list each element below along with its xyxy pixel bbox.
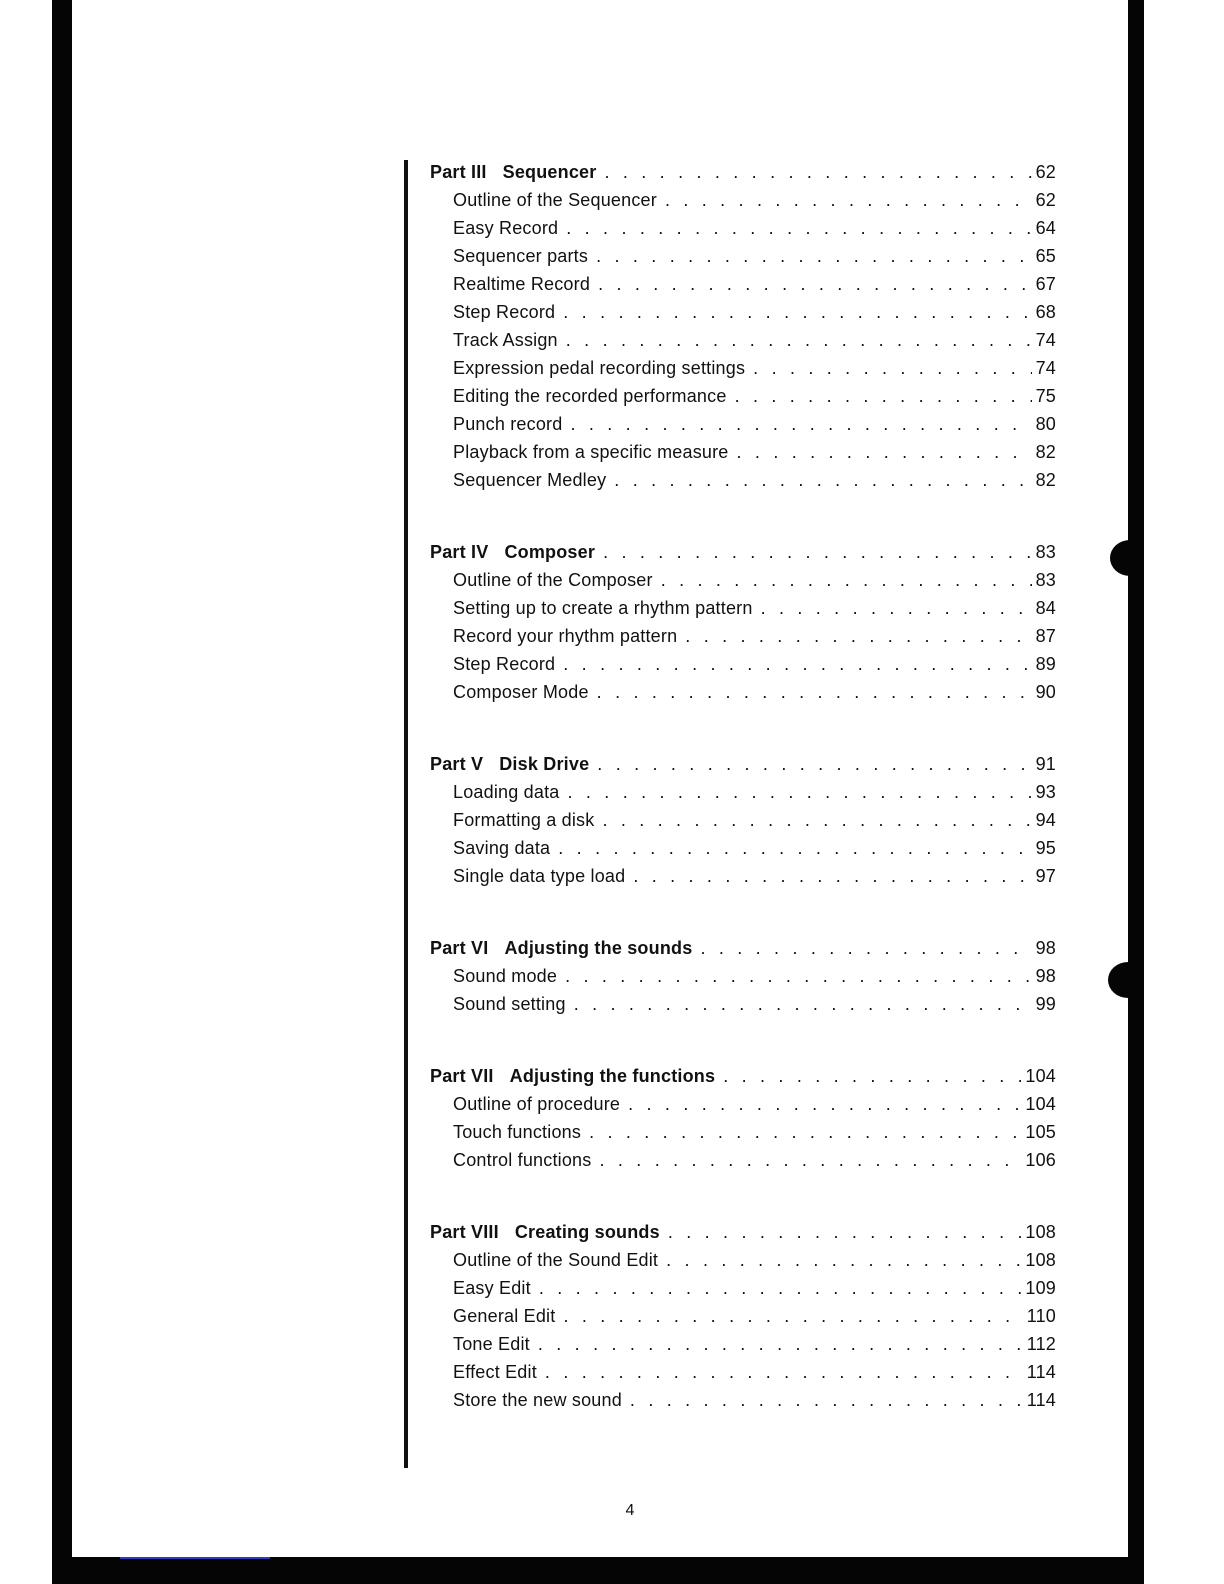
- toc-entry[interactable]: [430, 962, 1056, 990]
- toc-part-name: Creating sounds: [514, 1222, 660, 1242]
- dot-leader: [661, 566, 1032, 594]
- toc-entry[interactable]: [430, 778, 1056, 806]
- scan-artifact: [1134, 990, 1144, 1070]
- toc-entry[interactable]: [430, 678, 1056, 706]
- toc-entry-title: Sequencer parts: [453, 246, 589, 266]
- dot-leader: [565, 962, 1032, 990]
- scan-artifact: [1134, 380, 1144, 460]
- toc-entry-title: Outline of the Sound Edit: [453, 1250, 659, 1270]
- toc-part-heading[interactable]: [430, 538, 1056, 566]
- toc-entry-title: Control functions: [453, 1150, 592, 1170]
- toc-part-title: [430, 1218, 660, 1246]
- toc-entry[interactable]: [430, 834, 1056, 862]
- toc-part-title: [430, 538, 595, 566]
- toc-page-number: 84: [1035, 598, 1056, 618]
- toc-entry-title: Easy Record: [453, 218, 559, 238]
- toc-entry[interactable]: [430, 186, 1056, 214]
- dot-leader: [735, 382, 1032, 410]
- toc-page-number: 106: [1025, 1150, 1056, 1170]
- toc-page-number: 74: [1035, 358, 1056, 378]
- toc-items: [430, 1090, 1056, 1174]
- toc-page-number: 62: [1035, 190, 1056, 210]
- scan-margin-right: [1144, 0, 1224, 1584]
- toc-part-name: Adjusting the sounds: [504, 938, 693, 958]
- toc-entry[interactable]: [430, 242, 1056, 270]
- toc-entry[interactable]: [430, 1386, 1056, 1414]
- toc-page-number: 87: [1035, 626, 1056, 646]
- dot-leader: [602, 806, 1031, 834]
- toc-page-number: 89: [1035, 654, 1056, 674]
- toc-entry-title: Editing the recorded performance: [453, 386, 727, 406]
- toc-entry-title: Touch functions: [453, 1122, 582, 1142]
- toc-page-number: 75: [1035, 386, 1056, 406]
- dot-leader: [665, 186, 1032, 214]
- dot-leader: [566, 326, 1032, 354]
- toc-entry-title: Single data type load: [453, 866, 626, 886]
- toc-entry[interactable]: [430, 466, 1056, 494]
- toc-page-number: 64: [1035, 218, 1056, 238]
- toc-page-number: 95: [1035, 838, 1056, 858]
- toc-page-number: 112: [1026, 1334, 1056, 1354]
- toc-entry[interactable]: [430, 1246, 1056, 1274]
- toc-page-number: 99: [1035, 994, 1056, 1014]
- dot-leader: [603, 538, 1032, 566]
- toc-entry-title: Easy Edit: [453, 1278, 531, 1298]
- toc-entry[interactable]: [430, 1302, 1056, 1330]
- toc-entry[interactable]: [430, 1090, 1056, 1118]
- toc-entry-title: Sound setting: [453, 994, 566, 1014]
- toc-page-number: 105: [1025, 1122, 1056, 1142]
- toc-items: [430, 1246, 1056, 1414]
- dot-leader: [558, 834, 1031, 862]
- toc-entry-title: Outline of the Sequencer: [453, 190, 657, 210]
- dot-leader: [568, 778, 1032, 806]
- dot-leader: [666, 1246, 1021, 1274]
- toc-page-number: 82: [1035, 470, 1056, 490]
- dot-leader: [628, 1090, 1021, 1118]
- toc-entry[interactable]: [430, 214, 1056, 242]
- dot-leader: [668, 1218, 1022, 1246]
- toc-part-heading[interactable]: [430, 1218, 1056, 1246]
- toc-page-number: 83: [1035, 570, 1056, 590]
- toc-page-number: 90: [1035, 682, 1056, 702]
- toc-entry[interactable]: [430, 806, 1056, 834]
- toc-entry[interactable]: [430, 354, 1056, 382]
- toc-entry[interactable]: [430, 1274, 1056, 1302]
- toc-entry-title: Track Assign: [453, 330, 558, 350]
- toc-page-number: 98: [1035, 966, 1056, 986]
- dot-leader: [574, 990, 1032, 1018]
- binder-hole: [1108, 962, 1148, 998]
- toc-part-title: [430, 750, 589, 778]
- dot-leader: [563, 1302, 1022, 1330]
- toc-part-title: [430, 1062, 715, 1090]
- toc-entry-title: Playback from a specific measure: [453, 442, 729, 462]
- toc-entry-title: Composer Mode: [453, 682, 589, 702]
- toc-entry-title: Step Record: [453, 302, 556, 322]
- toc-entry-title: Expression pedal recording settings: [453, 358, 746, 378]
- dot-leader: [761, 594, 1032, 622]
- toc-part-name: Adjusting the functions: [509, 1066, 716, 1086]
- toc-page-number: 68: [1035, 302, 1056, 322]
- toc-part-title: [430, 934, 692, 962]
- toc-part-label: Part VI: [430, 938, 489, 958]
- toc-part-heading[interactable]: [430, 1062, 1056, 1090]
- toc-page-number: 114: [1026, 1390, 1056, 1410]
- scan-artifact: [120, 1557, 270, 1559]
- toc-entry-title: Outline of the Composer: [453, 570, 653, 590]
- toc-entry[interactable]: [430, 438, 1056, 466]
- toc-page-number: 83: [1035, 542, 1056, 562]
- dot-leader: [685, 622, 1031, 650]
- toc-entry[interactable]: [430, 1330, 1056, 1358]
- toc-part-label: Part IV: [430, 542, 489, 562]
- page-number: 4: [625, 1502, 635, 1519]
- toc-page-number: 62: [1035, 162, 1056, 182]
- dot-leader: [566, 214, 1031, 242]
- toc-page-number: 114: [1026, 1362, 1056, 1382]
- dot-leader: [604, 158, 1031, 186]
- toc-page-number: 91: [1035, 754, 1056, 774]
- dot-leader: [753, 354, 1031, 382]
- toc-section: [430, 1218, 1056, 1414]
- toc-section: [430, 1062, 1056, 1174]
- toc-items: [430, 186, 1056, 494]
- toc-page-number: 104: [1025, 1066, 1056, 1086]
- dot-leader: [614, 466, 1031, 494]
- toc-part-heading[interactable]: [430, 750, 1056, 778]
- toc-entry-title: Step Record: [453, 654, 556, 674]
- toc-page-number: 65: [1035, 246, 1056, 266]
- toc-entry-title: Loading data: [453, 782, 560, 802]
- scan-border-left: [52, 0, 72, 1584]
- toc-items: [430, 962, 1056, 1018]
- toc-entry-title: Punch record: [453, 414, 563, 434]
- dot-leader: [545, 1358, 1023, 1386]
- toc-entry-title: Sound mode: [453, 966, 558, 986]
- toc-entry-title: Formatting a disk: [453, 810, 595, 830]
- toc-entry[interactable]: [430, 1146, 1056, 1174]
- toc-part-label: Part V: [430, 754, 484, 774]
- toc-entry[interactable]: [430, 298, 1056, 326]
- toc-entry-title: Tone Edit: [453, 1334, 530, 1354]
- scan-margin-left: [0, 0, 54, 1584]
- toc-part-name: Sequencer: [502, 162, 597, 182]
- toc-items: [430, 778, 1056, 890]
- toc-entry[interactable]: [430, 990, 1056, 1018]
- toc-entry[interactable]: [430, 566, 1056, 594]
- toc-entry[interactable]: [430, 594, 1056, 622]
- dot-leader: [630, 1386, 1023, 1414]
- dot-leader: [570, 410, 1031, 438]
- toc-margin-rule: [404, 160, 408, 1468]
- toc-section: [430, 158, 1056, 494]
- toc-page-number: 82: [1035, 442, 1056, 462]
- toc-page-number: 74: [1035, 330, 1056, 350]
- toc-entry[interactable]: [430, 622, 1056, 650]
- scan-border-bottom: [52, 1557, 1144, 1584]
- dot-leader: [597, 678, 1032, 706]
- toc-page-number: 108: [1025, 1250, 1056, 1270]
- toc-page-number: 110: [1026, 1306, 1056, 1326]
- dot-leader: [599, 1146, 1021, 1174]
- toc-entry-title: Effect Edit: [453, 1362, 537, 1382]
- toc-page-number: 109: [1025, 1278, 1056, 1298]
- dot-leader: [589, 1118, 1021, 1146]
- dot-leader: [596, 242, 1031, 270]
- toc-part-name: Composer: [504, 542, 596, 562]
- toc-entry-title: General Edit: [453, 1306, 556, 1326]
- toc-section: [430, 934, 1056, 1018]
- toc-page-number: 80: [1035, 414, 1056, 434]
- toc-page-number: 67: [1035, 274, 1056, 294]
- dot-leader: [737, 438, 1032, 466]
- toc-entry-title: Realtime Record: [453, 274, 591, 294]
- toc-entry[interactable]: [430, 410, 1056, 438]
- toc-entry-title: Store the new sound: [453, 1390, 622, 1410]
- toc-part-title: [430, 158, 596, 186]
- dot-leader: [597, 750, 1031, 778]
- dot-leader: [700, 934, 1031, 962]
- toc-entry[interactable]: [430, 1118, 1056, 1146]
- dot-leader: [723, 1062, 1021, 1090]
- toc-entry[interactable]: [430, 650, 1056, 678]
- toc-section: [430, 538, 1056, 706]
- dot-leader: [563, 650, 1031, 678]
- toc-part-name: Disk Drive: [499, 754, 590, 774]
- toc-section: [430, 750, 1056, 890]
- dot-leader: [538, 1330, 1023, 1358]
- toc-entry[interactable]: [430, 326, 1056, 354]
- toc-page-number: 108: [1025, 1222, 1056, 1242]
- toc-entry-title: Record your rhythm pattern: [453, 626, 678, 646]
- toc-part-label: Part VII: [430, 1066, 494, 1086]
- dot-leader: [539, 1274, 1022, 1302]
- toc-entry[interactable]: [430, 270, 1056, 298]
- toc-page-number: 93: [1035, 782, 1056, 802]
- toc-entry[interactable]: [430, 862, 1056, 890]
- toc-entry-title: Saving data: [453, 838, 551, 858]
- dot-leader: [598, 270, 1032, 298]
- toc-part-label: Part VIII: [430, 1222, 499, 1242]
- toc-part-heading[interactable]: [430, 158, 1056, 186]
- toc-part-label: Part III: [430, 162, 487, 182]
- table-of-contents: [430, 158, 1056, 1458]
- scan-border-right: [1128, 0, 1144, 1584]
- toc-page-number: 104: [1025, 1094, 1056, 1114]
- toc-page-number: 98: [1035, 938, 1056, 958]
- toc-entry-title: Sequencer Medley: [453, 470, 607, 490]
- dot-leader: [633, 862, 1031, 890]
- toc-entry[interactable]: [430, 382, 1056, 410]
- toc-entry-title: Setting up to create a rhythm pattern: [453, 598, 753, 618]
- toc-entry-title: Outline of procedure: [453, 1094, 621, 1114]
- toc-items: [430, 566, 1056, 706]
- toc-entry[interactable]: [430, 1358, 1056, 1386]
- toc-part-heading[interactable]: [430, 934, 1056, 962]
- toc-page-number: 97: [1035, 866, 1056, 886]
- dot-leader: [563, 298, 1031, 326]
- toc-page-number: 94: [1035, 810, 1056, 830]
